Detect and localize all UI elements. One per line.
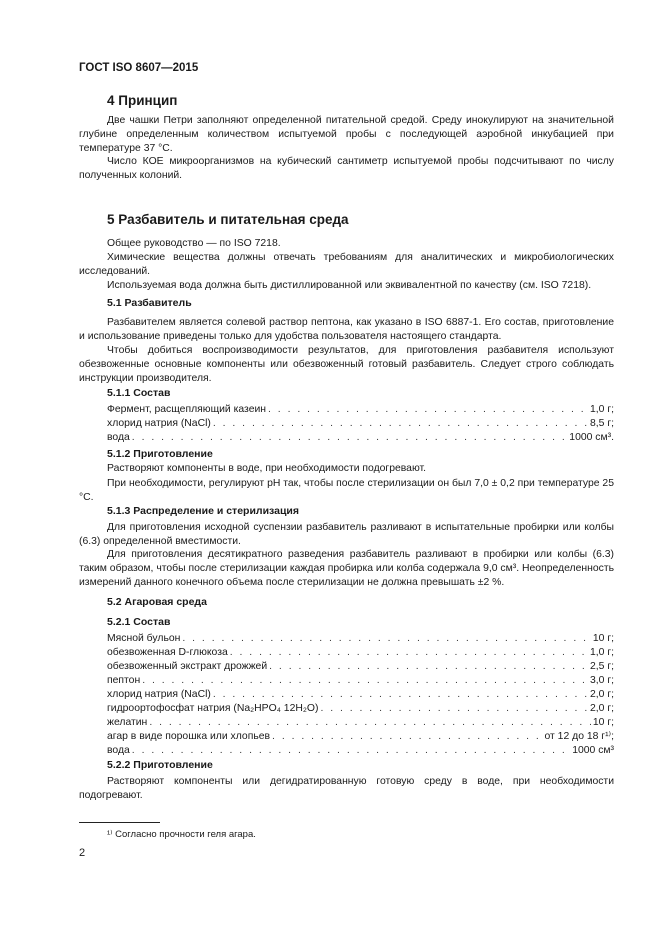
composition-item: пептон . . . 3,0 г; [107,674,614,688]
section-5-1-title: 5.1 Разбавитель [107,297,192,309]
section-5-1-2-para-2: При необходимости, регулируют рН так, чтобы после стерилизации он был 7,0 ± 0,2 при температуре 25 °С. [79,478,614,503]
section-5-1-3-title: 5.1.3 Распределение и стерилизация [107,505,299,517]
section-5-1-para-1: Разбавителем является солевой раствор пептона, как указано в ISO 6887-1. Его состав, приготовление и использование приведены только для удобства пользователя настоящего стандарта. [79,317,614,342]
section-4-para-2: Число КОЕ микроорганизмов на кубический сантиметр испытуемой пробы подсчитывают по числу полученных колоний. [79,156,614,181]
composition-item: Мясной бульон . . . 10 г; [107,632,614,646]
composition-item: хлорид натрия (NaCl) . . . 8,5 г; [107,417,614,431]
composition-item: обезвоженный экстракт дрожжей . . . 2,5 г; [107,660,614,674]
page-number: 2 [79,847,86,859]
section-5-1-2-para-1: Растворяют компоненты в воде, при необходимости подогревают. [107,463,427,474]
section-5-para-3: Используемая вода должна быть дистиллированной или эквивалентной по качеству (см. ISO 7218). [107,280,592,291]
section-5-para-1: Общее руководство — по ISO 7218. [107,238,281,249]
composition-item: агар в виде порошка или хлопьев . . . от 12 до 18 г¹⁾; [107,730,614,744]
composition-item: гидроортофосфат натрия (Na₂HPO₄ 12H₂O) . . . 2,0 г; [107,702,614,716]
composition-item: вода . . . 1000 см³. [107,431,614,445]
composition-item: вода . . . 1000 см³ [107,744,614,758]
section-5-1-3-para-1: Для приготовления исходной суспензии разбавитель разливают в испытательные пробирки или колбы (6.3) определенной вместимости. [79,522,614,547]
section-5-2-2-para-1: Растворяют компоненты или дегидратированную готовую среду в воде, при необходимости подогревают. [79,776,614,801]
composition-item: Фермент, расщепляющий казеин . . . 1,0 г; [107,403,614,417]
footnote: ¹⁾ Согласно прочности геля агара. [107,829,256,840]
section-5-title: 5 Разбавитель и питательная среда [107,212,349,227]
section-4-title: 4 Принцип [107,93,178,108]
section-5-para-2: Химические вещества должны отвечать требованиям для аналитических и микробиологических исследований. [79,252,614,277]
section-5-1-2-title: 5.1.2 Приготовление [107,448,213,460]
composition-item: хлорид натрия (NaCl) . . . 2,0 г; [107,688,614,702]
section-4-para-1: Две чашки Петри заполняют определенной питательной средой. Среду инокулируют на значительной глубине определенным количеством испытуемой пробы с последующей аэробной инкубацией при температуре 37 °С. [79,115,614,154]
section-5-2-2-title: 5.2.2 Приготовление [107,759,213,771]
standard-header: ГОСТ ISO 8607—2015 [79,62,199,74]
section-5-1-para-2: Чтобы добиться воспроизводимости результатов, для приготовления разбавителя используют обезвоженные основные компоненты или обезвоженный готовый разбавитель. Следует строго соблюдать инструкции производителя. [79,345,614,384]
composition-item: обезвоженная D-глюкоза . . . 1,0 г; [107,646,614,660]
section-5-1-1-title: 5.1.1 Состав [107,387,171,399]
section-5-1-3-para-2: Для приготовления десятикратного разведения разбавитель разливают в пробирки или колбы (6.3) таким образом, чтобы после стерилизации каждая пробирка или колба содержала 9,0 см³. Неопределенность измерений данного конечного объема после стерилизации не должна превышать ±2 %. [79,549,614,588]
section-5-2-1-title: 5.2.1 Состав [107,616,171,628]
footnote-rule [79,822,160,823]
section-5-2-title: 5.2 Агаровая среда [107,596,207,608]
composition-item: желатин . . . 10 г; [107,716,614,730]
